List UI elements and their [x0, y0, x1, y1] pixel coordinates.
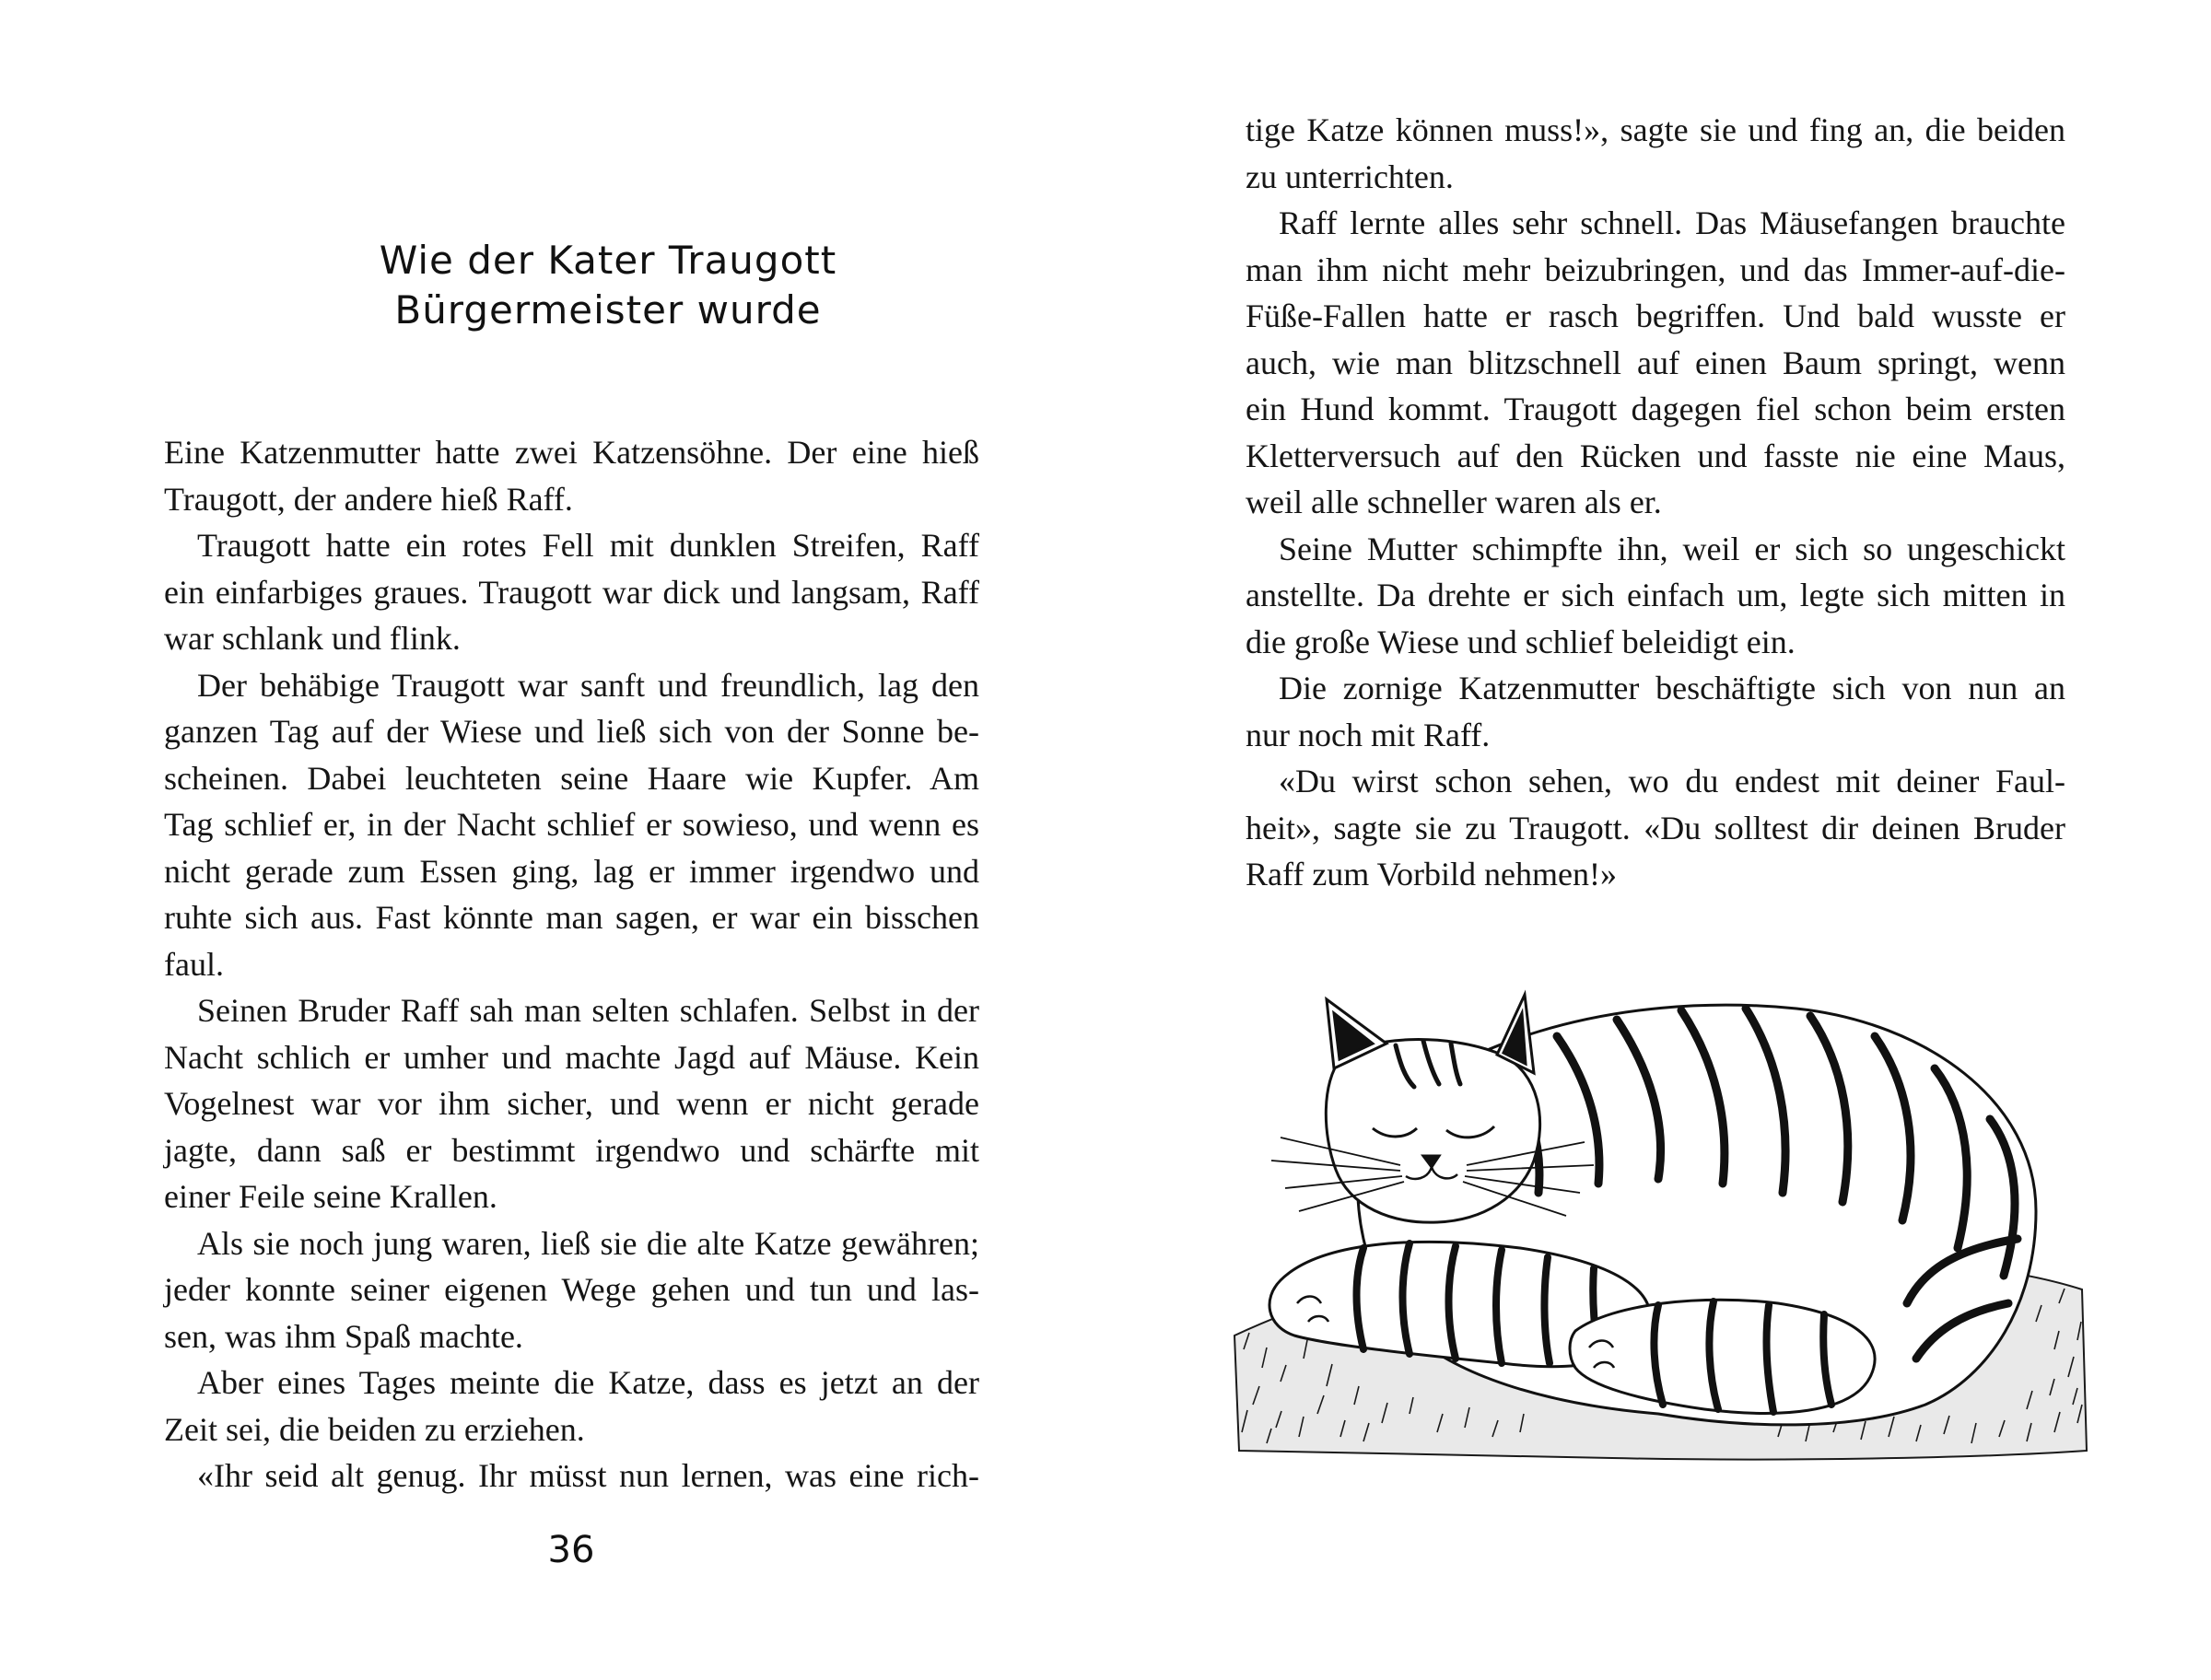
text-line: Zeit sei, die beiden zu erziehen. [164, 1410, 585, 1448]
text-line: Füße-Fallen hatte er rasch begriffen. Und bald wusste er [1246, 298, 2065, 334]
text-line: die große Wiese und schlief beleidigt ein. [1246, 623, 1796, 660]
text-line: Raff zum Vorbild nehmen!» [1246, 856, 1617, 892]
text-line: faul. [164, 945, 224, 983]
text-line: ein Hund kommt. Traugott dagegen fiel schon beim ersten [1246, 391, 2065, 427]
text-line: Der behäbige Traugott war sanft und freundlich, lag den [197, 666, 979, 704]
text-line: Kletterversuch auf den Rücken und fasste nie eine Maus, [1246, 437, 2065, 474]
text-line: Seine Mutter schimpfte ihn, weil er sich so ungeschickt [1279, 530, 2065, 567]
sleeping-striped-cat-icon [1225, 972, 2091, 1488]
chapter-title-line-1: Wie der Kater Traugott [379, 238, 837, 283]
chapter-title [332, 236, 884, 335]
text-line: Tag schlief er, in der Nacht schlief er sowieso, und wenn es [164, 806, 979, 843]
text-line: «Du wirst schon sehen, wo du endest mit deiner Faul- [1279, 763, 2065, 799]
text-line: zu unterrichten. [1246, 158, 1454, 195]
left-page-body-text [164, 429, 979, 1499]
text-line: weil alle schneller waren als er. [1246, 484, 1662, 520]
text-line: heit», sagte sie zu Traugott. «Du solltest dir deinen Bruder [1246, 809, 2065, 846]
text-line: nur noch mit Raff. [1246, 716, 1491, 753]
right-page-body-text [1246, 107, 2065, 898]
text-line: auch, wie man blitzschnell auf einen Baum springt, wenn [1246, 344, 2065, 381]
text-line: man ihm nicht mehr beizubringen, und das Immer-auf-die- [1246, 251, 2065, 288]
text-line: anstellte. Da drehte er sich einfach um, legte sich mitten in [1246, 577, 2065, 613]
text-line: jagte, dann saß er bestimmt irgendwo und schärfte mit [164, 1131, 979, 1169]
text-line: tige Katze können muss!», sagte sie und fing an, die beiden [1246, 111, 2065, 148]
text-line: Traugott hatte ein rotes Fell mit dunklen Streifen, Raff [197, 527, 979, 564]
text-line: scheinen. Dabei leuchteten seine Haare wie Kupfer. Am [164, 759, 979, 797]
page-number: 36 [547, 1529, 595, 1571]
text-line: ruhte sich aus. Fast könnte man sagen, er war ein bisschen [164, 899, 979, 936]
text-line: Raff lernte alles sehr schnell. Das Mäusefangen brauchte [1279, 204, 2065, 241]
text-line: «Ihr seid alt genug. Ihr müsst nun lernen, was eine rich- [197, 1457, 979, 1494]
text-line: Eine Katzenmutter hatte zwei Katzensöhne. Der eine hieß [164, 434, 979, 471]
text-line: nicht gerade zum Essen ging, lag er immer irgendwo und [164, 852, 979, 890]
text-line: jeder konnte seiner eigenen Wege gehen und tun und las- [164, 1271, 979, 1308]
text-line: ganzen Tag auf der Wiese und ließ sich von der Sonne be- [164, 713, 979, 750]
text-line: Als sie noch jung waren, ließ sie die alte Katze gewähren; [197, 1224, 979, 1262]
text-line: Traugott, der andere hieß Raff. [164, 480, 573, 518]
chapter-title-line-2: Bürgermeister wurde [394, 287, 822, 332]
text-line: Aber eines Tages meinte die Katze, dass es jetzt an der [197, 1364, 979, 1401]
text-line: Nacht schlich er umher und machte Jagd auf Mäuse. Kein [164, 1038, 979, 1076]
text-line: sen, was ihm Spaß machte. [164, 1317, 523, 1355]
text-line: einer Feile seine Krallen. [164, 1178, 497, 1215]
text-line: war schlank und flink. [164, 620, 461, 657]
text-line: ein einfarbiges graues. Traugott war dick und langsam, Raff [164, 573, 979, 611]
text-line: Seinen Bruder Raff sah man selten schlafen. Selbst in der [197, 992, 979, 1029]
text-line: Vogelnest war vor ihm sicher, und wenn er nicht gerade [164, 1085, 979, 1122]
text-line: Die zornige Katzenmutter beschäftigte sich von nun an [1279, 670, 2065, 706]
